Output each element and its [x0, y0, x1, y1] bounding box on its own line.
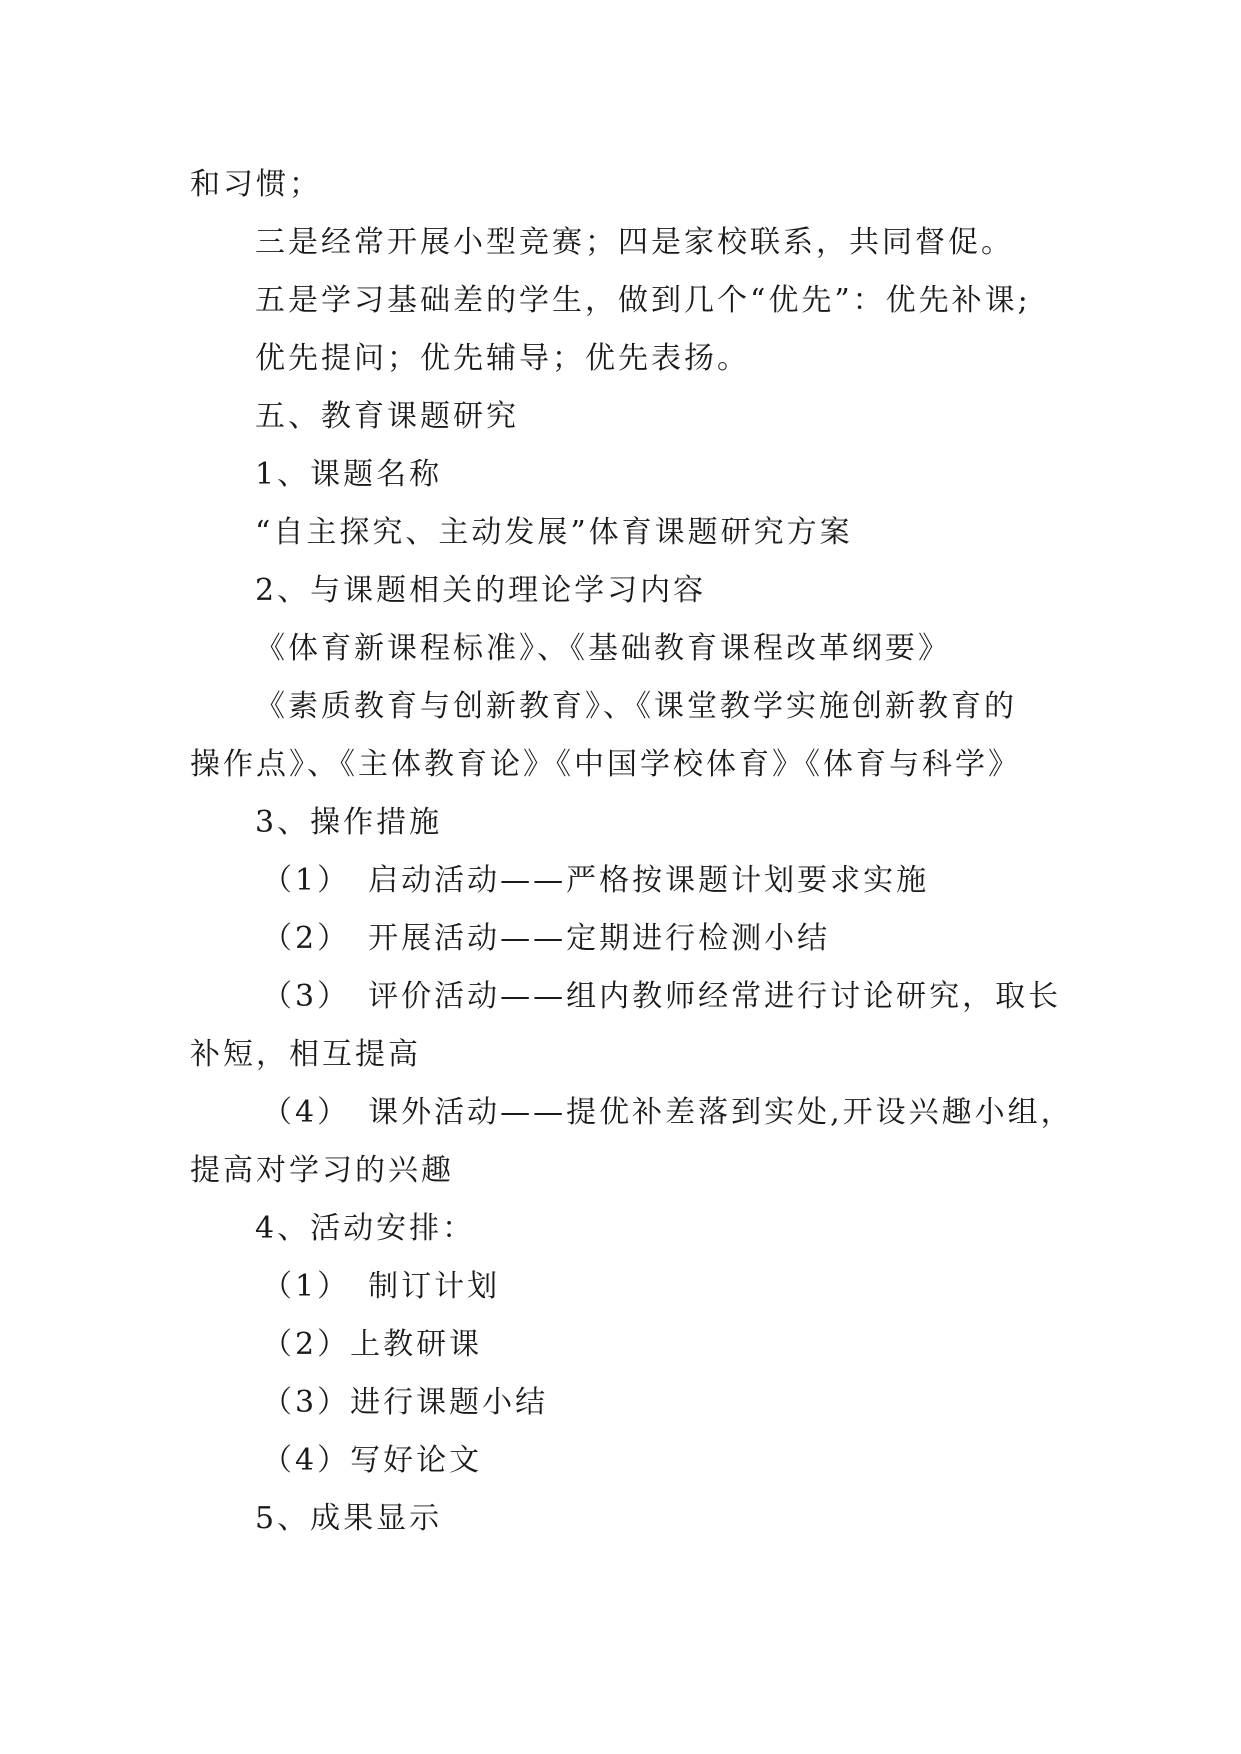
- text-line: 三是经常开展小型竞赛；四是家校联系，共同督促。: [255, 225, 1014, 260]
- list-item: （4）写好论文: [262, 1443, 483, 1478]
- subsection-heading: 4、活动安排：: [255, 1211, 476, 1246]
- list-item: （1） 启动活动——严格按课题计划要求实施: [262, 863, 930, 898]
- text-line: 优先提问；优先辅导；优先表扬。: [255, 341, 750, 376]
- text-line: 和习惯；: [190, 167, 322, 202]
- text-line: 操作点》、《主体教育论》《中国学校体育》《体育与科学》: [190, 747, 1021, 782]
- text-line: 《素质教育与创新教育》、《课堂教学实施创新教育的: [255, 689, 1017, 724]
- section-heading: 五、教育课题研究: [255, 399, 519, 434]
- list-item: （3）进行课题小结: [262, 1385, 549, 1420]
- text-line: 补短，相互提高: [190, 1037, 421, 1072]
- list-item: （2） 开展活动——定期进行检测小结: [262, 921, 831, 956]
- text-line: 提高对学习的兴趣: [190, 1153, 454, 1188]
- list-item: （1） 制订计划: [262, 1269, 501, 1304]
- subsection-heading: 1、课题名称: [255, 457, 443, 492]
- subsection-heading: 5、成果显示: [255, 1501, 443, 1536]
- text-line: 《体育新课程标准》、《基础教育课程改革纲要》: [255, 631, 951, 666]
- text-line: 五是学习基础差的学生，做到几个“优先”：优先补课;: [255, 283, 1031, 318]
- list-item: （4） 课外活动——提优补差落到实处,开设兴趣小组，: [262, 1095, 1074, 1130]
- subsection-heading: 3、操作措施: [255, 805, 443, 840]
- subsection-heading: 2、与课题相关的理论学习内容: [255, 573, 707, 608]
- list-item: （3） 评价活动——组内教师经常进行讨论研究，取长: [262, 979, 1062, 1014]
- text-line: “自主探究、主动发展”体育课题研究方案: [255, 515, 853, 550]
- list-item: （2）上教研课: [262, 1327, 483, 1362]
